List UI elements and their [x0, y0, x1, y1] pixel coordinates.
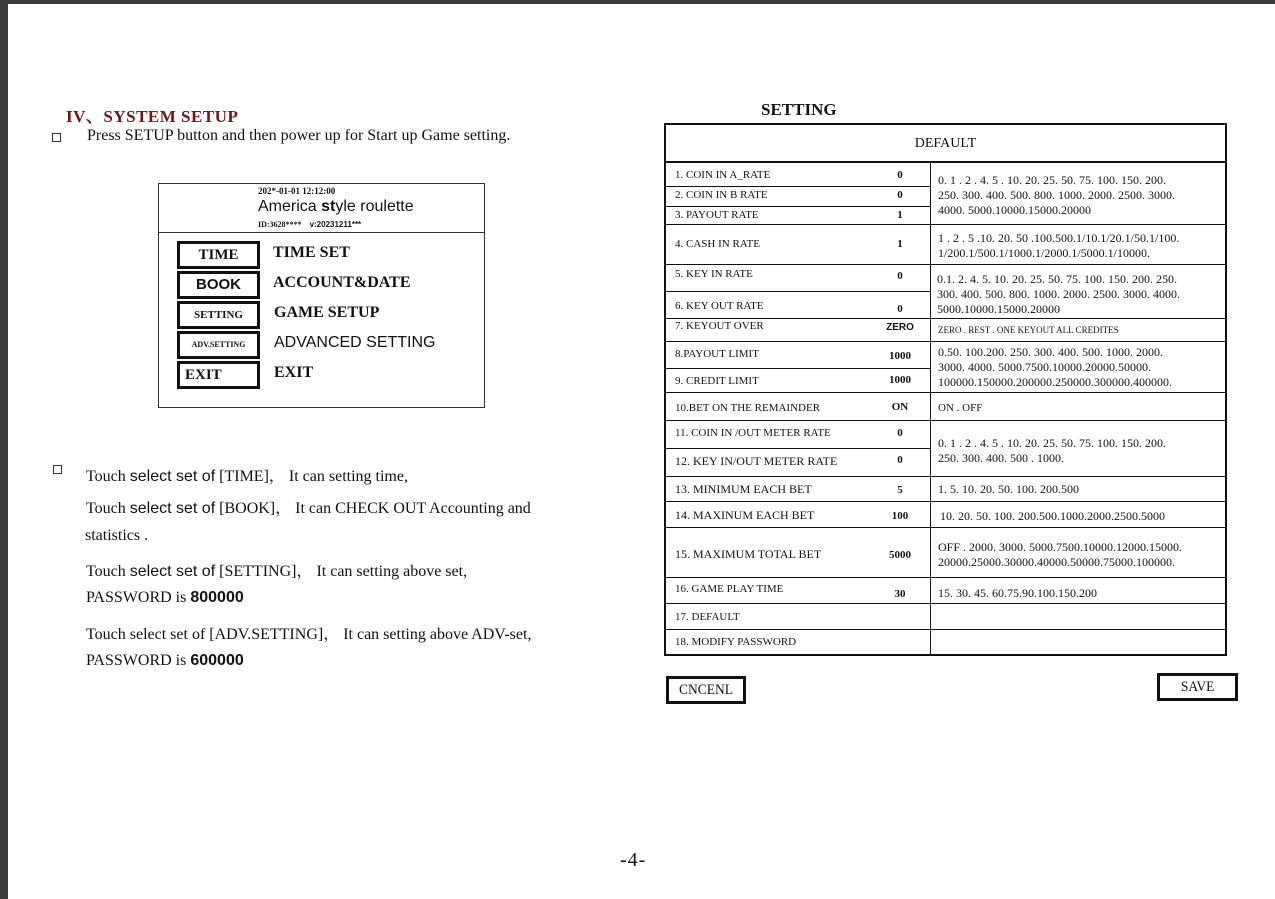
setting-table: [664, 123, 1227, 656]
setting-label: 11. COIN IN /OUT METER RATE: [675, 427, 831, 439]
setting-label: 16. GAME PLAY TIME: [675, 583, 784, 595]
setting-value[interactable]: 5000: [889, 549, 911, 561]
setting-label: 10.BET ON THE REMAINDER: [675, 402, 821, 414]
section-title: IV、SYSTEM SETUP: [66, 107, 239, 126]
menu-adv-setting-button[interactable]: ADV.SETTING: [177, 331, 260, 359]
setting-label: 8.PAYOUT LIMIT: [675, 348, 759, 360]
menu-game-title: America style roulette: [258, 198, 414, 215]
row-divider: [666, 206, 930, 207]
setting-value[interactable]: 0: [897, 169, 903, 181]
setting-value[interactable]: ON: [891, 401, 909, 413]
setting-value[interactable]: ZERO: [886, 322, 914, 333]
menu-setting-button[interactable]: SETTING: [177, 301, 260, 329]
setting-value[interactable]: 0: [897, 270, 903, 282]
instruction-time: Touch select set of [TIME]， It can setting time,: [86, 468, 408, 485]
setting-label: 2. COIN IN B RATE: [675, 189, 768, 201]
setting-value[interactable]: 5: [897, 484, 903, 496]
menu-setting-label: GAME SETUP: [274, 304, 380, 321]
setting-value[interactable]: 0: [897, 189, 903, 201]
setting-label[interactable]: 18. MODIFY PASSWORD: [675, 636, 797, 648]
options-cash-in: 1 . 2 . 5 .10. 20. 50 .100.500.1/10.1/20.1/50.1/100. 1/200.1/500.1/1000.1/2000.1/5000.1/10000.: [938, 231, 1180, 260]
bullet-checkbox-icon: [53, 465, 62, 474]
instruction-setting: Touch select set of [SETTING]， It can setting above set,: [86, 563, 468, 580]
options-keyout-over: ZERO . REST . ONE KEYOUT ALL CREDITES: [938, 325, 1119, 335]
row-divider: [666, 501, 1225, 502]
row-divider: [666, 420, 1225, 421]
page-frame-top: [0, 0, 1275, 4]
table-divider: [930, 161, 931, 654]
row-divider: [666, 448, 930, 449]
setting-value[interactable]: 0: [897, 427, 903, 439]
setting-label: 14. MAXINUM EACH BET: [675, 508, 815, 522]
row-divider: [666, 629, 1225, 630]
row-divider: [666, 186, 930, 187]
intro-text: Press SETUP button and then power up for Start up Game setting.: [87, 127, 511, 144]
setting-label: 9. CREDIT LIMIT: [675, 375, 759, 387]
menu-header: [159, 184, 484, 233]
setting-table-header: DEFAULT: [666, 125, 1225, 163]
row-divider: [666, 318, 1225, 319]
cancel-button[interactable]: CNCENL: [666, 676, 746, 704]
menu-datetime: 202*-01-01 12:12:00: [258, 186, 336, 196]
menu-adv-setting-label: ADVANCED SETTING: [274, 334, 436, 351]
setting-value[interactable]: 30: [894, 588, 906, 600]
setting-label: 3. PAYOUT RATE: [675, 209, 759, 221]
options-max-bet: 10. 20. 50. 100. 200.500.1000.2000.2500.5000: [940, 509, 1165, 523]
instruction-adv-setting: Touch select set of [ADV.SETTING]， It can setting above ADV-set,: [86, 626, 532, 643]
options-remainder: ON . OFF: [938, 402, 983, 414]
setting-label: 12. KEY IN/OUT METER RATE: [675, 454, 838, 468]
setting-label: 7. KEYOUT OVER: [675, 320, 764, 332]
menu-exit-label: EXIT: [274, 364, 314, 381]
options-play-time: 15. 30. 45. 60.75.90.100.150.200: [938, 586, 1097, 600]
setting-value[interactable]: 1: [897, 209, 903, 221]
instruction-book: Touch select set of [BOOK]， It can CHECK OUT Accounting and: [86, 500, 531, 517]
bullet-checkbox-icon: [52, 133, 61, 142]
setting-label: 13. MINIMUM EACH BET: [675, 482, 812, 496]
setting-label: 5. KEY IN RATE: [675, 268, 753, 280]
page-number: -4-: [620, 849, 647, 871]
row-divider: [666, 476, 1225, 477]
setting-title: SETTING: [761, 100, 837, 119]
setting-label: 15. MAXIMUM TOTAL BET: [675, 547, 822, 561]
menu-time-button[interactable]: TIME: [177, 241, 260, 269]
menu-book-button[interactable]: BOOK: [177, 271, 260, 299]
options-min-bet: 1. 5. 10. 20. 50. 100. 200.500: [938, 482, 1079, 496]
row-divider: [666, 224, 1225, 225]
password-adv-setting: PASSWORD is 600000: [86, 652, 244, 669]
row-divider: [666, 291, 930, 292]
save-button[interactable]: SAVE: [1157, 673, 1238, 701]
options-meter-rates: 0. 1 . 2 . 4. 5 . 10. 20. 25. 50. 75. 100. 150. 200. 250. 300. 400. 500 . 1000.: [938, 436, 1166, 465]
setting-value[interactable]: 1000: [889, 374, 911, 386]
row-divider: [666, 392, 1225, 393]
menu-time-label: TIME SET: [273, 244, 350, 261]
menu-book-label: ACCOUNT&DATE: [273, 274, 411, 291]
options-coin-rates: 0. 1 . 2 . 4. 5 . 10. 20. 25. 50. 75. 100. 150. 200. 250. 300. 400. 500. 800. 1000. 2000. 2500. 3000. 4000. 5000.10000.15000.20000: [938, 173, 1175, 217]
row-divider: [666, 341, 1225, 342]
options-limits: 0.50. 100.200. 250. 300. 400. 500. 1000. 2000. 3000. 4000. 5000.7500.10000.20000.50000. 100000.150000.200000.250000.300000.400000.: [938, 345, 1172, 389]
setting-value[interactable]: 0: [897, 303, 903, 315]
page-frame-left: [0, 0, 8, 899]
options-max-total: OFF . 2000. 3000. 5000.7500.10000.12000.15000. 20000.25000.30000.40000.50000.75000.100000.: [938, 540, 1183, 569]
setting-value[interactable]: 1000: [889, 350, 911, 362]
password-setting: PASSWORD is 800000: [86, 589, 244, 606]
row-divider: [666, 264, 1225, 265]
row-divider: [666, 577, 1225, 578]
menu-id-version: ID:3628**** v:20231211***: [258, 220, 362, 229]
setting-value[interactable]: 100: [891, 510, 909, 522]
instruction-statistics: statistics .: [85, 527, 149, 544]
menu-exit-button[interactable]: EXIT: [177, 361, 260, 389]
setting-value[interactable]: 1: [897, 238, 903, 250]
setting-label[interactable]: 17. DEFAULT: [675, 611, 740, 623]
row-divider: [666, 368, 930, 369]
options-key-rates: 0.1. 2. 4. 5. 10. 20. 25. 50. 75. 100. 150. 200. 250. 300. 400. 500. 800. 1000. 2000. 2500. 3000. 4000. 5000.10000.15000.20000: [937, 272, 1180, 316]
setting-value[interactable]: 0: [897, 454, 903, 466]
setting-label: 4. CASH IN RATE: [675, 238, 760, 250]
game-menu-mock: [158, 183, 485, 408]
row-divider: [666, 603, 1225, 604]
row-divider: [666, 527, 1225, 528]
setting-label: 1. COIN IN A_RATE: [675, 169, 771, 181]
setting-label: 6. KEY OUT RATE: [675, 300, 764, 312]
